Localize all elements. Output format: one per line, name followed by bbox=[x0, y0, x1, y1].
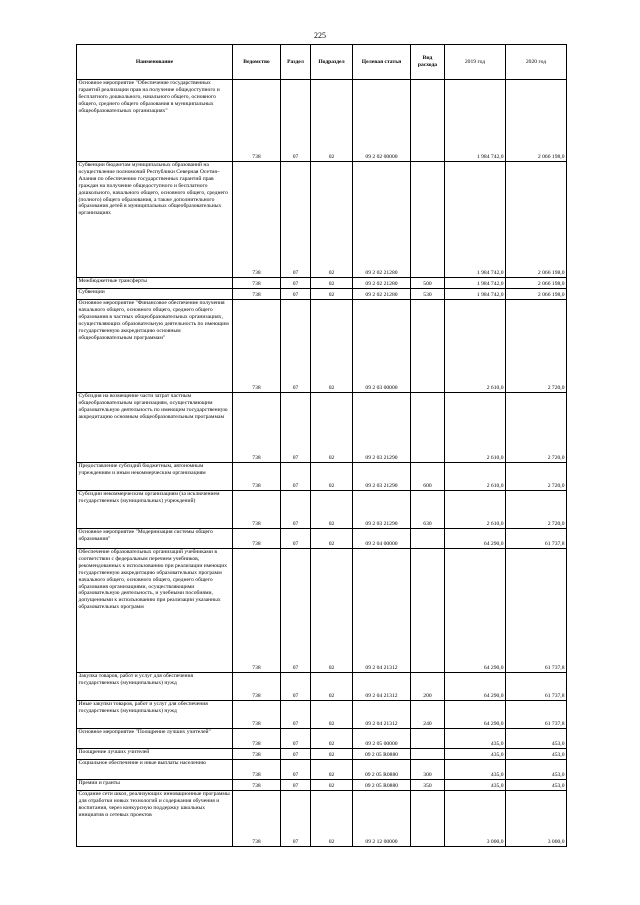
row-name: Закупка товаров, работ и услуг для обеспечения государственных (муниципальных) нужд bbox=[77, 673, 233, 701]
row-amount-2019: 1 984 742,0 bbox=[445, 162, 506, 278]
table-row bbox=[77, 162, 567, 278]
page-number: 225 bbox=[314, 31, 326, 40]
table-row bbox=[77, 289, 567, 300]
row-ministry: 738 bbox=[233, 80, 281, 162]
row-name: Основное мероприятие "Поощрение лучших учителей" bbox=[77, 729, 233, 749]
row-amount-2020: 3 000,0 bbox=[506, 791, 567, 847]
row-target: 09 2 12 00000 bbox=[353, 791, 411, 847]
row-ministry: 738 bbox=[233, 673, 281, 701]
row-expense-type: 350 bbox=[411, 780, 445, 791]
row-section: 07 bbox=[281, 749, 311, 760]
row-target: 09 2 02 21280 bbox=[353, 289, 411, 300]
row-name: Обеспечение образовательных организаций учебниками в соответствии с федеральным перечнем учебников, рекомендованных к использованию при реализации имеющих государственную аккредитацию образовательных программ начального общего, основного общего, среднего общего образования организациями, осуществляющими образовательную деятельность, и учебными пособиями, допущенными к использованию при реализации указанных образовательных программ bbox=[77, 549, 233, 673]
row-ministry: 738 bbox=[233, 289, 281, 300]
row-name: Субсидии некоммерческим организациям (за исключением государственных (муниципальных) учреждений) bbox=[77, 491, 233, 529]
row-target: 09 2 03 21290 bbox=[353, 463, 411, 491]
budget-table bbox=[76, 44, 567, 847]
row-ministry: 738 bbox=[233, 162, 281, 278]
row-amount-2019: 435,0 bbox=[445, 760, 506, 780]
row-subsection: 02 bbox=[311, 529, 353, 549]
row-amount-2019: 64 290,0 bbox=[445, 701, 506, 729]
header-section: Раздел bbox=[281, 45, 311, 80]
row-section: 07 bbox=[281, 701, 311, 729]
row-amount-2019: 64 290,0 bbox=[445, 529, 506, 549]
row-name: Поощрение лучших учителей bbox=[77, 749, 233, 760]
row-amount-2020: 453,0 bbox=[506, 780, 567, 791]
table-row bbox=[77, 791, 567, 847]
table-row bbox=[77, 729, 567, 749]
row-name: Иные закупки товаров, работ и услуг для обеспечения государственных (муниципальных) нужд bbox=[77, 701, 233, 729]
row-amount-2019: 435,0 bbox=[445, 749, 506, 760]
row-section: 07 bbox=[281, 760, 311, 780]
row-expense-type bbox=[411, 162, 445, 278]
row-subsection: 02 bbox=[311, 80, 353, 162]
row-amount-2019: 2 610,0 bbox=[445, 300, 506, 393]
row-ministry: 738 bbox=[233, 491, 281, 529]
row-section: 07 bbox=[281, 300, 311, 393]
row-expense-type bbox=[411, 529, 445, 549]
row-expense-type: 200 bbox=[411, 673, 445, 701]
table-row bbox=[77, 549, 567, 673]
row-name: Основное мероприятие "Финансовое обеспечение получения начального общего, основного общего, среднего общего образования в частных общеобразовательных организациях, осуществляющих образовательную деятельность по имеющим государственную аккредитацию основным общеобразовательным программам" bbox=[77, 300, 233, 393]
row-section: 07 bbox=[281, 491, 311, 529]
row-name: Премии и гранты bbox=[77, 780, 233, 791]
row-ministry: 738 bbox=[233, 300, 281, 393]
header-year-2019: 2019 год bbox=[445, 45, 506, 80]
row-ministry: 738 bbox=[233, 278, 281, 289]
row-target: 09 2 05 00000 bbox=[353, 729, 411, 749]
row-target: 09 2 02 21280 bbox=[353, 162, 411, 278]
row-amount-2019: 3 000,0 bbox=[445, 791, 506, 847]
row-section: 07 bbox=[281, 162, 311, 278]
row-amount-2020: 2 066 198,0 bbox=[506, 289, 567, 300]
header-expense-type: Вид расхода bbox=[411, 45, 445, 80]
table-header-row bbox=[77, 45, 567, 80]
row-subsection: 02 bbox=[311, 278, 353, 289]
row-ministry: 738 bbox=[233, 463, 281, 491]
table-row bbox=[77, 300, 567, 393]
row-name: Субвенции bbox=[77, 289, 233, 300]
table-row bbox=[77, 463, 567, 491]
row-target: 09 2 04 21312 bbox=[353, 673, 411, 701]
row-amount-2020: 453,0 bbox=[506, 729, 567, 749]
row-subsection: 02 bbox=[311, 760, 353, 780]
row-amount-2019: 2 610,0 bbox=[445, 491, 506, 529]
row-target: 09 2 02 00000 bbox=[353, 80, 411, 162]
row-section: 07 bbox=[281, 780, 311, 791]
row-expense-type bbox=[411, 749, 445, 760]
row-target: 09 2 04 21312 bbox=[353, 701, 411, 729]
row-section: 07 bbox=[281, 529, 311, 549]
row-amount-2019: 1 984 742,0 bbox=[445, 80, 506, 162]
row-subsection: 02 bbox=[311, 393, 353, 463]
row-ministry: 738 bbox=[233, 729, 281, 749]
row-amount-2019: 435,0 bbox=[445, 780, 506, 791]
row-amount-2019: 1 984 742,0 bbox=[445, 278, 506, 289]
row-target: 09 2 05 R0880 bbox=[353, 780, 411, 791]
row-amount-2020: 61 737,8 bbox=[506, 701, 567, 729]
row-amount-2020: 453,0 bbox=[506, 760, 567, 780]
row-name: Социальное обеспечение и иные выплаты населению bbox=[77, 760, 233, 780]
row-name: Основное мероприятие "Модернизация системы общего образования" bbox=[77, 529, 233, 549]
row-expense-type bbox=[411, 791, 445, 847]
row-section: 07 bbox=[281, 791, 311, 847]
row-ministry: 738 bbox=[233, 393, 281, 463]
row-subsection: 02 bbox=[311, 491, 353, 529]
row-amount-2020: 2 720,0 bbox=[506, 393, 567, 463]
row-subsection: 02 bbox=[311, 673, 353, 701]
table-row bbox=[77, 529, 567, 549]
row-ministry: 738 bbox=[233, 549, 281, 673]
row-name: Субсидия на возмещение части затрат частным общеобразовательным организациям, осуществляющим образовательную деятельность по имеющим государственную аккредитацию основным общеобразовательным программам bbox=[77, 393, 233, 463]
row-target: 09 2 05 R0880 bbox=[353, 760, 411, 780]
row-amount-2020: 61 737,8 bbox=[506, 673, 567, 701]
row-section: 07 bbox=[281, 463, 311, 491]
row-ministry: 738 bbox=[233, 760, 281, 780]
row-subsection: 02 bbox=[311, 749, 353, 760]
row-amount-2019: 64 290,0 bbox=[445, 673, 506, 701]
header-subsection: Подраздел bbox=[311, 45, 353, 80]
row-name: Создание сети школ, реализующих инновационные программы для отработки новых технологий и содержания обучения и воспитания, через конкурсную поддержку школьных инициатив и сетевых проектов bbox=[77, 791, 233, 847]
row-amount-2019: 1 984 742,0 bbox=[445, 289, 506, 300]
table-row bbox=[77, 760, 567, 780]
header-name: Наименование bbox=[77, 45, 233, 80]
row-amount-2020: 2 066 198,0 bbox=[506, 278, 567, 289]
row-expense-type: 500 bbox=[411, 278, 445, 289]
row-section: 07 bbox=[281, 393, 311, 463]
row-target: 09 2 04 00000 bbox=[353, 529, 411, 549]
row-expense-type: 530 bbox=[411, 289, 445, 300]
row-subsection: 02 bbox=[311, 701, 353, 729]
row-ministry: 738 bbox=[233, 701, 281, 729]
row-target: 09 2 03 21290 bbox=[353, 393, 411, 463]
row-amount-2020: 2 720,0 bbox=[506, 491, 567, 529]
row-subsection: 02 bbox=[311, 549, 353, 673]
row-name: Субвенции бюджетам муниципальных образований на осуществление полномочий Республики Северная Осетия–Алания по обеспечению государственных гарантий прав граждан на получение общедоступного и бесплатного дошкольного, начального общего, основного общего, среднего (полного) общего образования, а также дополнительного образования детей в муниципальных общеобразовательных организациях bbox=[77, 162, 233, 278]
row-subsection: 02 bbox=[311, 463, 353, 491]
row-amount-2020: 453,0 bbox=[506, 749, 567, 760]
row-amount-2020: 61 737,8 bbox=[506, 549, 567, 673]
row-expense-type bbox=[411, 549, 445, 673]
row-section: 07 bbox=[281, 289, 311, 300]
table-row bbox=[77, 780, 567, 791]
row-section: 07 bbox=[281, 549, 311, 673]
row-expense-type: 600 bbox=[411, 463, 445, 491]
row-name: Предоставление субсидий бюджетным, автономным учреждениям и иным некоммерческим организациям bbox=[77, 463, 233, 491]
row-expense-type: 630 bbox=[411, 491, 445, 529]
table-row bbox=[77, 491, 567, 529]
header-target: Целевая статья bbox=[353, 45, 411, 80]
row-expense-type bbox=[411, 80, 445, 162]
row-amount-2020: 61 737,8 bbox=[506, 529, 567, 549]
table-row bbox=[77, 749, 567, 760]
row-target: 09 2 04 21312 bbox=[353, 549, 411, 673]
table-row bbox=[77, 701, 567, 729]
row-section: 07 bbox=[281, 278, 311, 289]
row-ministry: 738 bbox=[233, 780, 281, 791]
row-amount-2020: 2 066 198,0 bbox=[506, 162, 567, 278]
table-row bbox=[77, 278, 567, 289]
row-ministry: 738 bbox=[233, 749, 281, 760]
row-expense-type bbox=[411, 300, 445, 393]
table-row bbox=[77, 393, 567, 463]
row-section: 07 bbox=[281, 673, 311, 701]
header-ministry: Ведомство bbox=[233, 45, 281, 80]
row-ministry: 738 bbox=[233, 791, 281, 847]
row-target: 09 2 03 00000 bbox=[353, 300, 411, 393]
row-target: 09 2 05 R0880 bbox=[353, 749, 411, 760]
row-name: Межбюджетные трансферты bbox=[77, 278, 233, 289]
row-subsection: 02 bbox=[311, 780, 353, 791]
row-ministry: 738 bbox=[233, 529, 281, 549]
row-subsection: 02 bbox=[311, 791, 353, 847]
row-expense-type: 240 bbox=[411, 701, 445, 729]
row-amount-2020: 2 720,0 bbox=[506, 463, 567, 491]
row-amount-2020: 2 720,0 bbox=[506, 300, 567, 393]
row-section: 07 bbox=[281, 80, 311, 162]
row-amount-2019: 64 290,0 bbox=[445, 549, 506, 673]
row-subsection: 02 bbox=[311, 162, 353, 278]
table-body bbox=[77, 80, 567, 847]
row-subsection: 02 bbox=[311, 729, 353, 749]
table-row bbox=[77, 673, 567, 701]
row-amount-2019: 2 610,0 bbox=[445, 393, 506, 463]
row-amount-2019: 2 610,0 bbox=[445, 463, 506, 491]
row-expense-type: 300 bbox=[411, 760, 445, 780]
row-target: 09 2 02 21280 bbox=[353, 278, 411, 289]
row-name: Основное мероприятие "Обеспечение государственных гарантий реализации прав на получение общедоступного и бесплатного дошкольного, начального общего, основного общего, среднего общего образования в муниципальных общеобразовательных организациях" bbox=[77, 80, 233, 162]
row-section: 07 bbox=[281, 729, 311, 749]
row-expense-type bbox=[411, 393, 445, 463]
row-amount-2020: 2 066 198,0 bbox=[506, 80, 567, 162]
row-subsection: 02 bbox=[311, 289, 353, 300]
row-amount-2019: 435,0 bbox=[445, 729, 506, 749]
row-subsection: 02 bbox=[311, 300, 353, 393]
row-target: 09 2 03 21290 bbox=[353, 491, 411, 529]
row-expense-type bbox=[411, 729, 445, 749]
header-year-2020: 2020 год bbox=[506, 45, 567, 80]
table-row bbox=[77, 80, 567, 162]
